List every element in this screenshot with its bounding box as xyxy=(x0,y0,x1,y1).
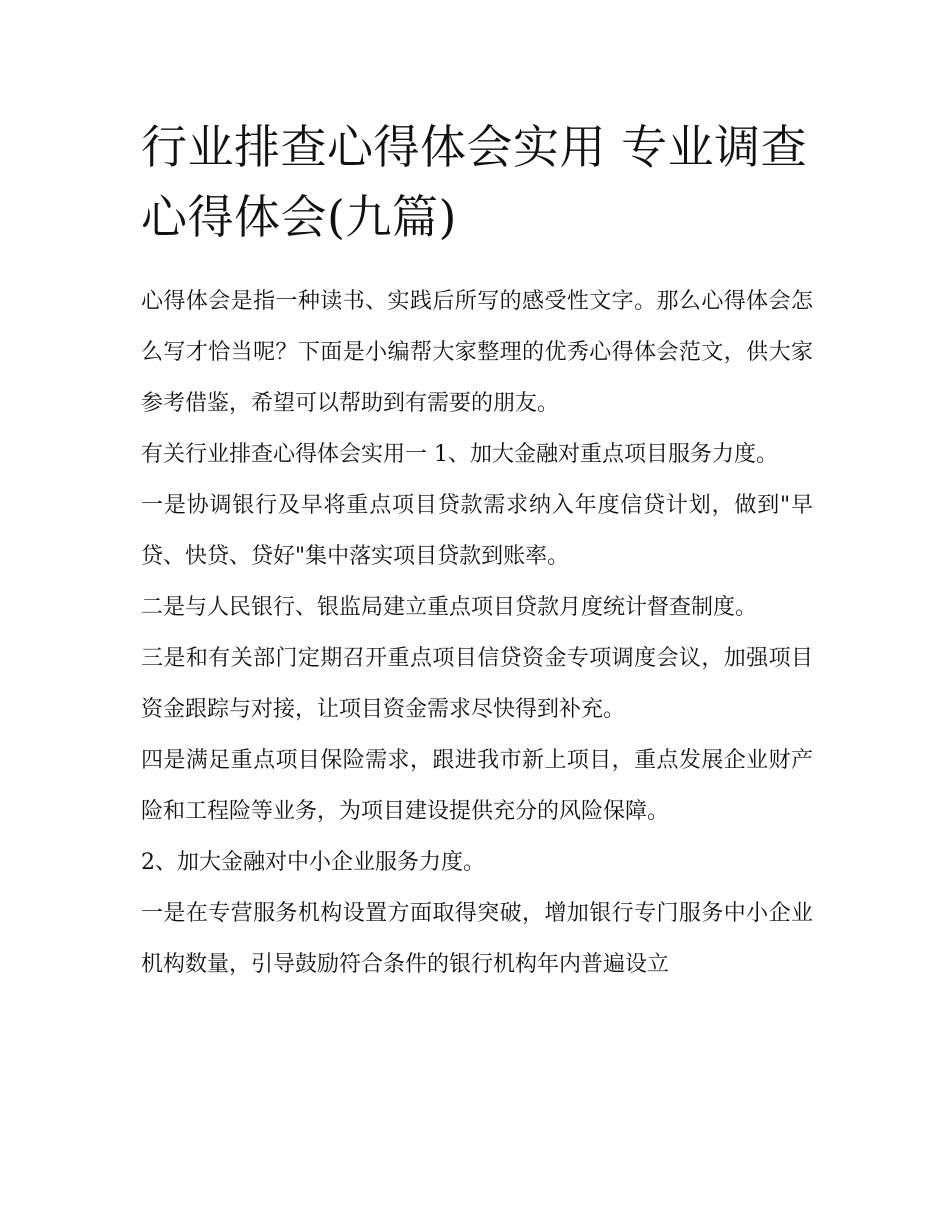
paragraph-item-3: 三是和有关部门定期召开重点项目信贷资金专项调度会议，加强项目资金跟踪与对接，让项目资金需求尽快得到补充。 xyxy=(141,646,813,722)
paragraph-intro: 心得体会是指一种读书、实践后所写的感受性文字。那么心得体会怎么写才恰当呢？下面是小编帮大家整理的优秀心得体会范文，供大家参考借鉴，希望可以帮助到有需要的朋友。 xyxy=(141,289,813,416)
paragraph-item-2: 二是与人民银行、银监局建立重点项目贷款月度统计督查制度。 xyxy=(141,595,758,620)
paragraph-item-5: 一是在专营服务机构设置方面取得突破，增加银行专门服务中小企业机构数量，引导鼓励符合条件的银行机构年内普遍设立 xyxy=(141,901,813,977)
paragraph-section-1: 有关行业排查心得体会实用一 1、加大金融对重点项目服务力度。 xyxy=(141,442,778,467)
document-title: 行业排查心得体会实用 专业调查心得体会(九篇) xyxy=(141,120,808,244)
paragraph-section-2: 2、加大金融对中小企业服务力度。 xyxy=(141,850,485,875)
paragraph-item-4: 四是满足重点项目保险需求，跟进我市新上项目，重点发展企业财产险和工程险等业务，为项目建设提供充分的风险保障。 xyxy=(141,748,813,824)
document-content xyxy=(141,112,813,990)
document-body xyxy=(141,276,813,990)
paragraph-item-1: 一是协调银行及早将重点项目贷款需求纳入年度信贷计划，做到"早贷、快贷、贷好"集中落实项目贷款到账率。 xyxy=(141,493,813,569)
